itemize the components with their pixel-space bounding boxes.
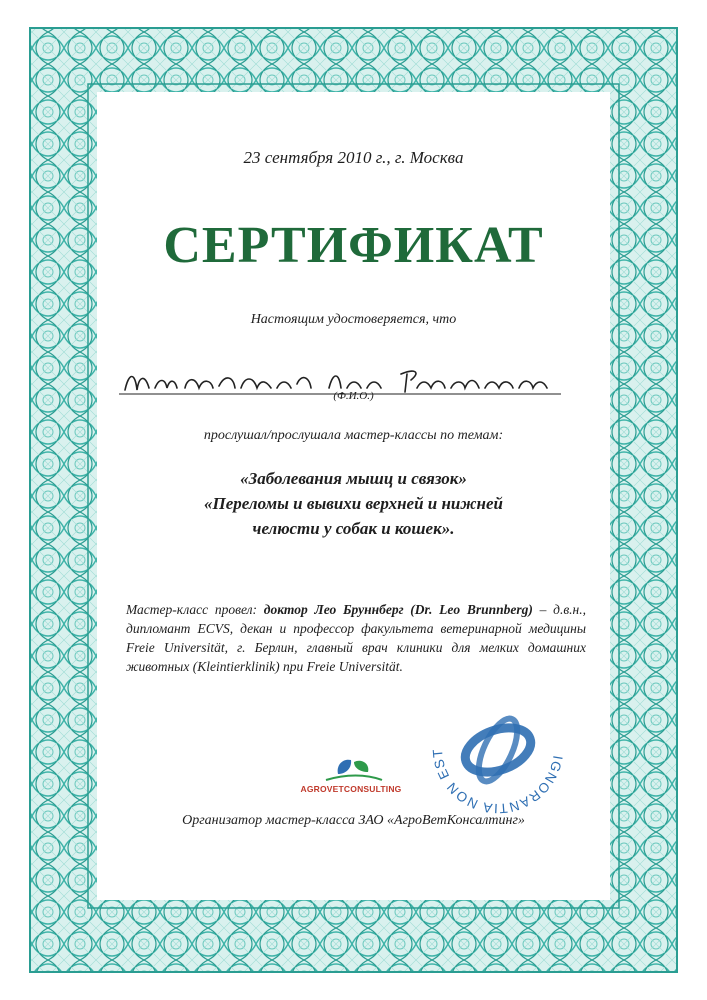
- agrovetconsulting-logo: [286, 754, 416, 798]
- certificate-title: СЕРТИФИКАТ: [163, 217, 544, 274]
- stamp-text: [420, 670, 565, 816]
- topics-block: [110, 466, 597, 541]
- lecturer-paragraph: [126, 600, 586, 676]
- lecturer-details: – д.в.н., дипломант ECVS, декан и профессор факультета ветеринарной медицины Freie Universität, г. Берлин, главный врач клиники для мелких домашних животных (Kleintierklinik) при Freie Universität.: [126, 602, 586, 674]
- logo-text: AGROVETCONSULTING: [300, 784, 402, 794]
- stamp-text-path: IGNORANTIA NON EST: [429, 747, 566, 817]
- round-stamp: [420, 670, 576, 826]
- fio-caption: (Ф.И.О.): [333, 390, 374, 402]
- organizer-line: Организатор мастер-класса ЗАО «АгроВетКонсалтинг»: [182, 813, 525, 828]
- attended-line: прослушал/прослушала мастер-классы по темам:: [203, 428, 504, 443]
- lecturer-intro: Мастер-класс провел:: [126, 602, 264, 617]
- certify-line: Настоящим удостоверяется, что: [250, 312, 457, 327]
- topic-line: «Переломы и вывихи верхней и нижней: [203, 494, 503, 513]
- leaf-icon: [286, 754, 416, 784]
- topic-line: челюсти у собак и кошек».: [252, 519, 455, 538]
- date-line: 23 сентября 2010 г., г. Москва: [243, 148, 464, 167]
- lecturer-name: доктор Лео Бруннберг (Dr. Leo Brunnberg): [263, 602, 533, 617]
- topic-line: «Заболевания мышц и связок»: [240, 469, 467, 488]
